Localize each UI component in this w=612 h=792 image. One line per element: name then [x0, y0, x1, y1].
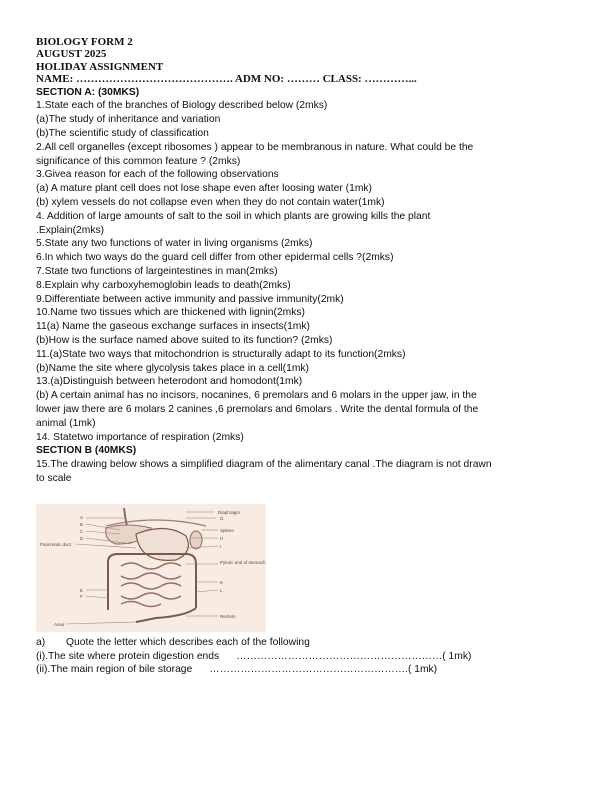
question-line: 6.In which two ways do the guard cell differ from other epidermal cells ?(2mks) — [36, 252, 394, 264]
label-g: G — [220, 515, 224, 521]
question-a-text: Quote the letter which describes each of the following — [66, 636, 310, 648]
alimentary-canal-diagram — [36, 504, 266, 632]
question-a — [36, 636, 581, 650]
student-fields-line: NAME: ……………………………………. ADM NO: ……… CLASS: …………... — [36, 73, 417, 86]
label-d: D — [80, 535, 84, 541]
label-b: B — [80, 521, 84, 527]
answer-item-text: (i).The site where protein digestion ends — [36, 650, 220, 662]
question-a-letter: a) — [36, 636, 46, 648]
label-i: I — [220, 543, 222, 549]
section-a-questions — [36, 99, 581, 444]
label-a: A — [80, 514, 84, 520]
question-line: (b) xylem vessels do not collapse even when they do not contain water(1mk) — [36, 197, 385, 208]
answer-blank[interactable]: …………………………………………………. — [209, 664, 408, 676]
question-line: (a) A mature plant cell does not lose shape even after loosing water (1mk) — [36, 183, 372, 195]
question-line: 4. Addition of large amounts of salt to the soil in which plants are growing kills the plant — [36, 210, 431, 222]
question-line: 10.Name two tissues which are thickened with lignin(2mks) — [36, 307, 305, 319]
question-line: 9.Differentiate between active immunity and passive immunity(2mk) — [36, 293, 344, 305]
question-line: .Explain(2mks) — [36, 224, 105, 236]
answer-item — [36, 663, 581, 677]
label-k: K — [220, 579, 224, 585]
answer-blank[interactable]: …………………………………………………… — [236, 650, 443, 662]
section-b-intro — [36, 458, 581, 486]
question-line: (b)How is the surface named above suited to its function? (2mks) — [36, 334, 333, 346]
question-line: 11(a) Name the gaseous exchange surfaces in insects(1mk) — [36, 321, 310, 333]
question-line: (b)Name the site where glycolysis takes place in a cell(1mk) — [36, 362, 309, 374]
label-rectum: Rectum — [220, 613, 236, 619]
answer-item-text: (ii).The main region of bile storage — [36, 664, 193, 676]
section-a-title: SECTION A: (30MKS) — [36, 86, 140, 98]
answer-item — [36, 650, 581, 664]
question-line: 7.State two functions of largeintestines in man(2mks) — [36, 265, 278, 277]
month-title: AUGUST 2025 — [36, 48, 107, 61]
label-anus: Anus — [54, 621, 65, 627]
question-line: 5.State any two functions of water in living organisms (2mks) — [36, 238, 313, 250]
question-line: (b) A certain animal has no incisors, nocanines, 6 premolars and 6 molars in the upper jaw, in the — [36, 390, 477, 402]
question-line: to scale — [36, 472, 72, 484]
question-line: 8.Explain why carboxyhemoglobin leads to death(2mks) — [36, 279, 291, 291]
question-line: 15.The drawing below shows a simplified diagram of the alimentary canal .The diagram is not drawn — [36, 459, 492, 471]
question-line: (a)The study of inheritance and variation — [36, 114, 221, 126]
question-line: 3.Givea reason for each of the following observations — [36, 169, 279, 181]
question-line: 11.(a)State two ways that mitochondrion is structurally adapt to its function(2mks) — [36, 348, 406, 360]
label-pancreatic-duct: Pancreatic duct — [40, 541, 72, 547]
label-e: E — [80, 587, 84, 593]
label-spleen: Spleen — [220, 527, 235, 533]
assignment-title: HOLIDAY ASSIGNMENT — [36, 60, 164, 73]
question-line: (b)The scientific study of classification — [36, 128, 209, 140]
label-c: C — [80, 528, 84, 534]
answer-marks: ( 1mk) — [407, 664, 438, 676]
question-a-items — [36, 650, 581, 678]
question-line: 1.State each of the branches of Biology described below (2mks) — [36, 100, 328, 112]
question-line: significance of this common feature ? (2mks) — [36, 155, 241, 167]
label-pyloric-end: Pyloric end of stomach — [220, 559, 266, 565]
subject-title: BIOLOGY FORM 2 — [36, 36, 133, 48]
answer-marks: ( 1mk) — [442, 650, 472, 662]
assignment-page — [36, 36, 581, 677]
question-line: lower jaw there are 6 molars 2 canines ,6 premolars and 6molars . Write the dental formula of the — [36, 403, 479, 415]
question-line: animal (1mk) — [36, 417, 96, 429]
alimentary-canal-drawing — [36, 504, 266, 632]
label-diaphragm: Diaphragm — [218, 509, 241, 515]
question-line: 13.(a)Distinguish between heterodont and homodont(1mk) — [36, 376, 303, 388]
label-l: L — [220, 587, 223, 593]
section-b-title: SECTION B (40MKS) — [36, 445, 137, 457]
label-h: H — [220, 535, 224, 541]
label-f: F — [80, 593, 83, 599]
question-line: 2.All cell organelles (except ribosomes ) appear to be membranous in nature. What could be the — [36, 141, 474, 153]
question-line: 14. Statetwo importance of respiration (2mks) — [36, 431, 244, 443]
